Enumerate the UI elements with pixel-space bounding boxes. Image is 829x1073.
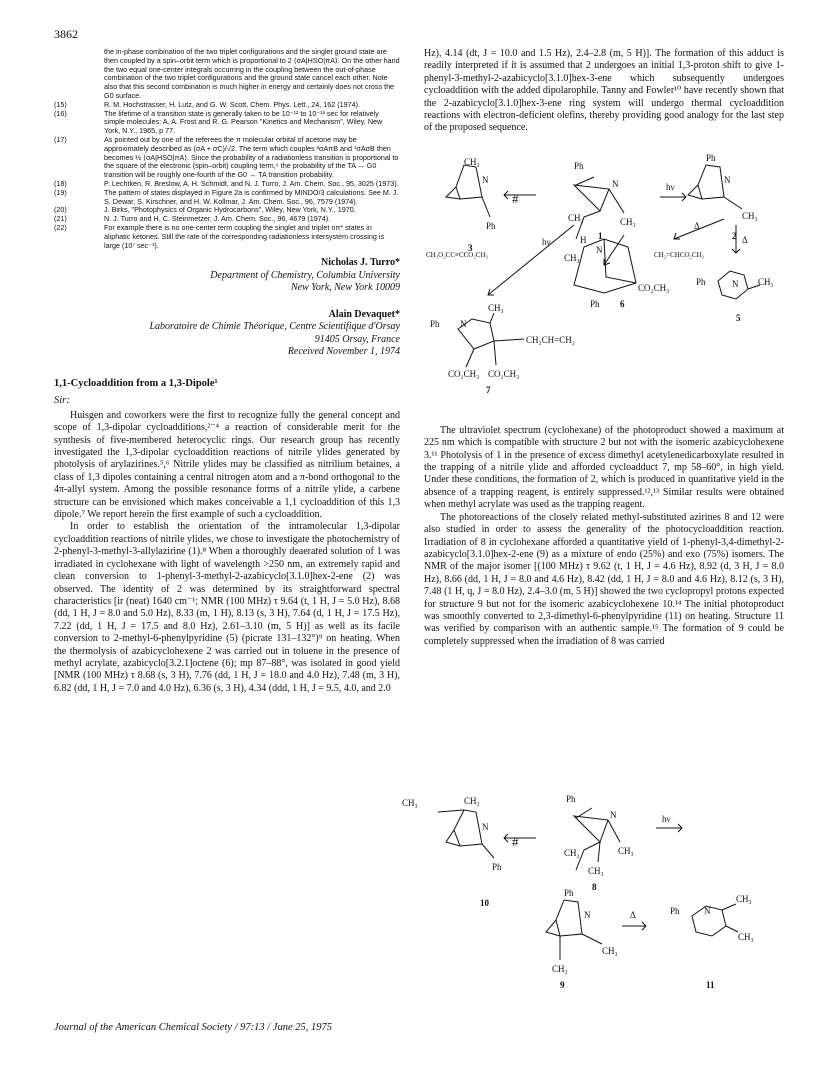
compound-number: 2 [732,230,737,241]
compound-number: 7 [486,384,491,395]
scheme-label: CH₃ [618,846,634,856]
paragraph: Hz), 4.14 (dt, J = 10.0 and 1.5 Hz), 2.4–2.8 (m, 5 H)]. The formation of this adduct is readily interpreted if it is assumed that 2 undergoes an initial 1,3-proton shift to give 1-phenyl-3-methyl-2-azabicyclo[3.1.0]hex-3-ene which subsequently undergoes cycloaddition with the added dipolarophile. Tanny and Fowler¹⁰ have recently shown that the 2-azabicyclo[3.1.0]hex-3-ene ring system will undergo thermal cycloaddition reactions with electron-deficient olefins, thereby providing good analogy for the last step of the proposed sequence. [424,48,784,134]
reagent-dmad: CH₃O₂CC≡CCO₂CH₃ [426,250,488,259]
arrow-label-delta: Δ [694,220,700,231]
scheme-label: N [704,906,711,916]
compound-number: 3 [468,242,473,253]
scheme-label: N [482,822,489,832]
reference-note: (16) The lifetime of a transition state is generally taken to be 10⁻¹² to 10⁻¹³ sec for relatively simple molecules: A. A. Frost and R. G. Pearson "Kinetics and Mechanism", Wiley, New York, N.Y., 1965, p 77. [54,108,383,136]
scheme-label: CH₃ [564,252,580,263]
crossed-arrow-label: # [512,834,519,849]
reference-note: (20) J. Birks, "Photophysics of Organic Hydrocarbons", Wiley, New York, N.Y., 1970. [54,205,356,215]
scheme-label: N [596,244,603,255]
author-affiliation: Laboratoire de Chimie Théorique, Centre Scientifique d'Orsay [149,321,400,333]
reaction-scheme-1 [424,135,784,425]
scheme-label: H [580,234,587,245]
scheme-label: Ph [566,794,576,804]
arrow-label-delta: Δ [630,910,636,920]
crossed-arrow-label: # [512,190,519,206]
paragraph: The photoreactions of the closely related methyl-substituted azirines 8 and 12 were also studied in order to assess the generality of the photocycloaddition reaction. Irradiation of 8 in cyclohexane afforded a quantitative yield of 1-phenyl-3,4-dimethyl-2-azabicyclo[3.1.0]hex-2-ene (9) as a mixture of endo (25%) and exo (75%) isomers. The NMR of the major isomer [(100 MHz) τ 9.62 (t, 1 H, J = 4.6 Hz), 8.92 (d, 3 H, J = 8.0 Hz), 8.66 (dd, 1 H, J = 8.0 and 4.6 Hz), 8.42 (dd, 1 H, J = 8.0 and 4.6 Hz), 8.12 (s, 3 H), 7.48 (1 H, q, J = 8.0 Hz), 2.4–3.0 (m, 5 H)] showed the two cyclopropyl protons expected for structure 9 but not for the isomeric azabicyclohexene 10.¹⁴ The initial photoproduct was smoothly converted to 2,3-dimethyl-6-phenylpyridine (11) on heating. Structure 11 was verified by comparison with an authentic sample.¹⁵ The formation of 9 could be completely suppressed when the irradiation of 8 was carried [424,511,784,647]
scheme-label: CH₃ [464,156,480,167]
scheme-label: CH₃ [602,946,618,956]
author-name: Alain Devaquet* [328,308,400,320]
scheme-label: CH₃ [620,216,636,227]
reference-notes [54,48,400,250]
salutation: Sir: [54,394,70,406]
scheme-label: N [460,318,467,329]
scheme-label: N [724,174,731,185]
article-body-right [424,425,784,648]
reference-note: (22) For example there is no one-center term coupling the singlet and triplet nπ* states in aliphatic ketones. Still the rate of the corresponding radiationless intersystem crossing is large (10⁷ sec⁻¹). [54,222,385,250]
author-address: 91405 Orsay, France [314,333,400,345]
page-number: 3862 [54,27,78,41]
arrow-label-hv: hν [662,814,671,824]
scheme-label: CH₂CH=CH₂ [526,334,575,345]
scheme-label: CO₂CH₃ [638,282,670,293]
reagent-acrylate: CH₂=CHCO₂CH₃ [654,250,705,259]
reference-note: (17) As pointed out by one of the referees the π molecular orbital of acetone may be approximately described as (σA + σC)/√2. The term which couples ³σAπB and ¹σAσB then becomes ½ ⟨σA|HSO|πA⟩. Since the probability of a radiationless transition is proportional to the square of the electronic (spin–orbit) coupling term,⁶ the probability of the TA → G0 transition will be roughly one-fourth of the G0 → TA transition probability. [54,134,399,180]
scheme-label: N [732,278,739,289]
compound-number: 6 [620,298,625,309]
scheme-label: CH₃ [738,932,754,942]
author-address: New York, New York 10009 [290,282,400,294]
scheme-label: N [610,810,617,820]
scheme-label: Ph [706,152,716,163]
scheme-label: Ph [574,160,584,171]
compound-number: 10 [480,898,489,908]
compound-number: 11 [706,980,715,990]
scheme-label: Ph [564,888,574,898]
received-date: Received November 1, 1974 [287,346,400,358]
scheme-label: N [584,910,591,920]
author-signature-1 [54,257,400,295]
arrow-label-delta: Δ [742,234,748,245]
scheme-label: Ph [590,298,600,309]
scheme-label: CH₃ [552,964,568,974]
scheme-label: CH₃ [488,302,504,313]
compound-number: 1 [598,230,603,241]
article-title: 1,1-Cycloaddition from a 1,3-Dipole¹ [54,377,218,389]
scheme-label: CH₃ [758,276,774,287]
scheme-label: CH₃ [742,210,758,221]
paragraph: Huisgen and coworkers were the first to recognize fully the general concept and scope of 1,3-dipolar cycloadditions,²⁻⁴ a reaction of considerable merit for the synthesis of five-membered heterocyclic rings. Our research group has recently investigated the 1,3-dipolar cycloaddition reactions of nitrile ylides generated by photolysis of arylazirines.⁵,⁶ Nitrile ylides may be classified as nitrilium betaines, a class of 1,3 dipoles containing a central nitrogen atom and a π-bond orthogonal to the 4π-allyl system. Among the possible resonance forms of a nitrile ylide, a carbene structure can be envisioned which makes conceivable a 1,1 cycloaddition of this 1,3 dipole.⁷ We report herein the first example of such a cycloaddition. [54,409,400,521]
scheme-label: Ph [492,862,502,872]
scheme-label: CH₃ [588,866,604,876]
scheme-label: N [612,178,619,189]
scheme-label: CH₃ [464,796,480,806]
paragraph: In order to establish the orientation of the intramolecular 1,3-dipolar cycloaddition reactions of nitrile ylides, we chose to investigate the photochemistry of 2-phenyl-3-methyl-3-allylazirine (1).⁸ When a thoroughly deaerated solution of 1 was irradiated in cyclohexane with light of wavelength >250 nm, an extremely rapid and clean conversion to 1-phenyl-3-methyl-2-azabicyclo[3.1.0]hex-2-ene (2) was observed. The identity of 2 was determined by its straightforward spectral characteristics [ir (neat) 1640 cm⁻¹; NMR (100 MHz) τ 9.64 (t, 1 H, J = 5.0 Hz), 8.68 (dd, 1 H, J = 8.0 and 5.0 Hz), 8.33 (m, 1 H), 8.13 (s, 3 H), 7.64 (d, 1 H, J = 17.5 Hz), 7.22 (dd, 1 H, J = 17.5 and 8.0 Hz), 2.61–3.10 (m, 5 H)] as well as its facile conversion to 2-methyl-6-phenylpyridine (5) (picrate 131–132°)⁹ on heating. When the thermolysis of azabicyclohexene 2 was carried out in toluene in the presence of methyl acrylate, azabicyclo[3.2.1]octene (6); mp 87–88°, was isolated in good yield [NMR (100 MHz) τ 8.68 (s, 3 H), 7.76 (dd, 1 H, J = 18.0 and 4.0 Hz), 7.48 (m, 3 H), 6.82 (dd, 1 H, J = 7.0 and 4.0 Hz), 6.36 (s, 3 H), 4.34 (ddd, 1 H, J = 9.5, 4.0, and 2.0 [54,521,400,694]
compound-number: 5 [736,312,741,323]
right-column [424,48,784,648]
reference-note: (19) The pattern of states displayed in Figure 2a is confirmed by MINDO/3 calculations. See M. J. S. Dewar, S. Kirschner, and H. W. Kollmar, J. Am. Chem. Soc., 96, 7579 (1974). [54,187,399,206]
arrow-label-hv: hν [542,236,551,247]
scheme-label: Ph [670,906,680,916]
left-column [54,48,400,695]
paragraph: The ultraviolet spectrum (cyclohexane) of the photoproduct showed a maximum at 225 nm which is compatible with structure 2 but not with the isomeric azabicyclohexene 3.¹¹ Photolysis of 1 in the presence of excess dimethyl acetylenedicarboxylate resulted in the trapping of a nitrile ylide and afforded cycloadduct 7, mp 58–60°, in high yield. Under these conditions, the formation of 2, which is produced in quantitative yield in the absence of a trapping reagent, is entirely suppressed.¹²,¹³ Similar results were obtained when methyl acrylate was used as the trapping reagent. [424,424,784,511]
scheme-label: CO₂CH₃ [488,368,520,379]
scheme-label: Ph [486,220,496,231]
note-continuation: the in-phase combination of the two triplet configurations and the singlet ground state are then coupled by a spin–orbit term which is proportional to 2 ⟨σA|HSO|πA⟩. On the other hand the two equal one-center integrals occurring in the coupling between the out-of-phase combination of the two triplet configurations and the ground state cancel each other. Note also that this second combination is much higher in energy and certainly does not cross the G0 surface. [104,47,400,100]
article-body-left [54,410,400,695]
compound-number: 8 [592,882,597,892]
arrow-label-hv: hν [666,181,675,192]
scheme-label: CO₂CH₃ [448,368,480,379]
scheme-label: N [482,174,489,185]
journal-footer: Journal of the American Chemical Society / 97:13 / June 25, 1975 [54,1022,332,1033]
reaction-scheme-2 [402,790,784,1015]
author-affiliation: Department of Chemistry, Columbia University [210,269,400,281]
article-body-right-top [424,48,784,135]
scheme-label: CH₂ [568,212,584,223]
scheme-label: Ph [696,276,706,287]
reference-note: (15) R. M. Hochstrasser, H. Lutz, and G. W. Scott, Chem. Phys. Lett., 24, 162 (1974). [54,99,361,109]
author-name: Nicholas J. Turro* [321,257,400,269]
scheme-label: CH₃ [402,798,418,808]
compound-number: 9 [560,980,565,990]
scheme-label: CH₃ [736,894,752,904]
scheme-label: Ph [430,318,440,329]
author-signature-2 [54,309,400,359]
reference-note: (18) P. Lechtken, R. Breslow, A. H. Schmidt, and N. J. Turro, J. Am. Chem. Soc., 95, 3025 (1973). [54,178,399,188]
scheme-label: CH₂ [564,848,580,858]
reference-note: (21) N. J. Turro and H. C. Steinmetzer, J. Am. Chem. Soc., 96, 4679 (1974). [54,214,331,224]
